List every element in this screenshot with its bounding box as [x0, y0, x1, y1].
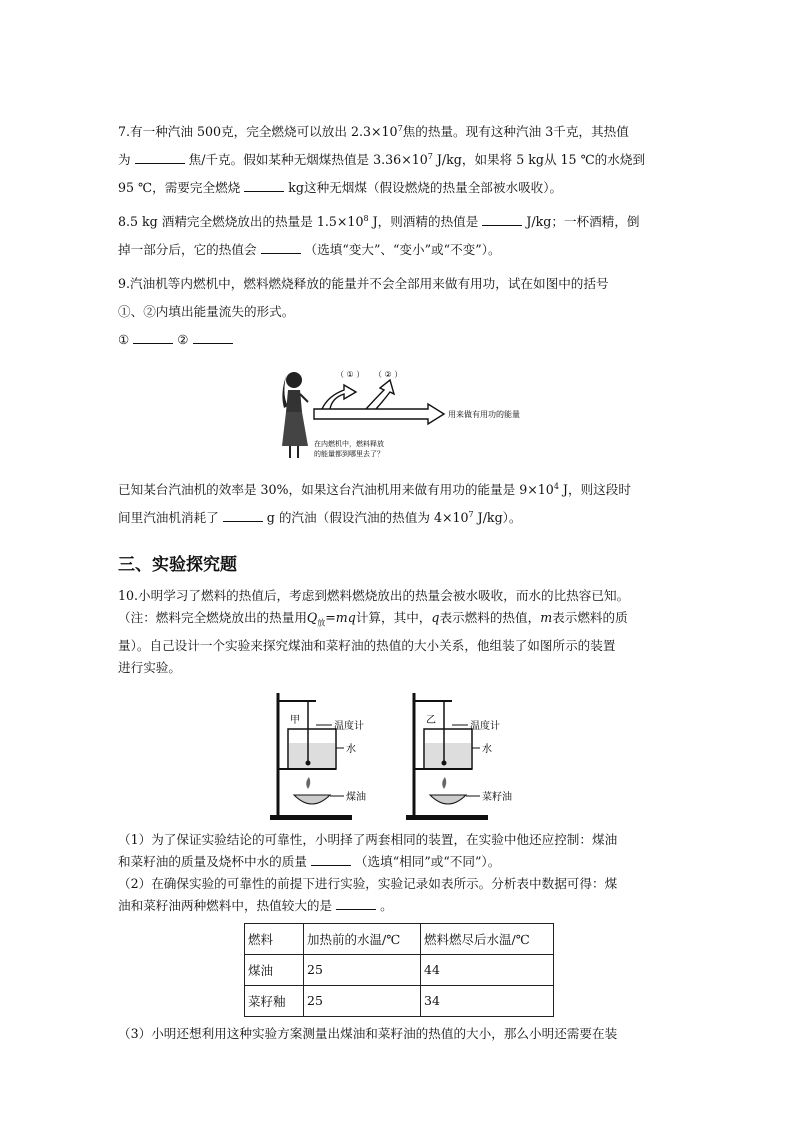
right-thermometer-label: 温度计: [470, 720, 500, 732]
q10-line-1: 10.小明学习了燃料的热值后，考虑到燃料燃烧放出的热量会被水吸收，而水的比热容已知。: [118, 588, 630, 603]
q8-blank-1[interactable]: [482, 213, 522, 226]
table-header-cell: 燃料: [245, 923, 304, 954]
table-row: [245, 954, 554, 985]
q9-follow-line-2: 间里汽油机消耗了 g 的汽油（假设汽油的热值为 $4\times 10^7$ J/kg）。: [118, 509, 522, 525]
q8-line-2: 掉一部分后，它的热值会 （选填“变大”、“变小”或“不变”）。: [118, 242, 501, 257]
q7-blank-2[interactable]: [244, 179, 284, 192]
right-water-label: 水: [482, 743, 492, 755]
left-fuel-label: 煤油: [346, 791, 366, 803]
figure-useful-label: 用来做有用功的能量: [448, 410, 520, 419]
q9-blank-2[interactable]: [193, 331, 233, 344]
figure-caption-2: 的能量都到哪里去了？: [314, 450, 384, 458]
q7-line-1: 7.有一种汽油 500克，完全燃烧可以放出 $2.3\times 10^7$焦的热量。现有这种汽油 3千克，其热值: [118, 123, 629, 139]
q9-line-2: ①、②内填出能量流失的形式。: [118, 304, 295, 319]
table-cell: 25: [304, 954, 421, 985]
worksheet-page: [118, 118, 678, 1045]
loss-arrow-2: [366, 380, 394, 409]
table-cell: 34: [421, 985, 554, 1016]
q10-sub2-line-2: 油和菜籽油两种燃料中，热值较大的是 。: [118, 897, 393, 913]
right-tag: 乙: [426, 714, 436, 726]
energy-flow-figure: [278, 366, 548, 466]
table-cell: 44: [421, 954, 554, 985]
q7-line-2: 为 焦/千克。假如某种无烟煤热值是 $3.36\times 10^7$ J/kg，如果将 5 kg从 15 ℃的水烧到: [118, 151, 646, 167]
q10-sub2-line-1: （2）在确保实验的可靠性的前提下进行实验，实验记录如表所示。分析表中数据可得：煤: [118, 875, 618, 891]
q10-blank-2[interactable]: [336, 897, 376, 910]
figure-caption-1: 在内燃机中，燃料释放: [314, 440, 384, 448]
q10-sub1-line-2: 和菜籽油的质量及烧杯中水的质量 （选填“相同”或“不同”）。: [118, 853, 501, 869]
q10-line-4: 进行实验。: [118, 659, 181, 675]
useful-energy-arrow: [314, 404, 444, 424]
apparatus-right: [406, 693, 512, 820]
right-fuel-label: 菜籽油: [482, 791, 512, 803]
apparatus-figure: [268, 691, 568, 823]
girl-figure: [282, 372, 308, 458]
figure-label-1: （ ① ）: [336, 370, 365, 379]
section-title: 三、实验探究题: [118, 555, 237, 575]
q8-line-1: 8.5 kg 酒精完全燃烧放出的热量是 $1.5\times 10^8$ J，则酒精的热值是 J/kg；一杯酒精，倒: [118, 213, 640, 229]
q9-answers: ① ②: [118, 326, 678, 354]
table-cell: 25: [304, 985, 421, 1016]
left-thermometer-label: 温度计: [334, 720, 364, 732]
q10-blank-1[interactable]: [311, 853, 351, 866]
left-tag: 甲: [290, 714, 300, 726]
q7-blank-1[interactable]: [135, 151, 185, 164]
figure-label-2: （ ② ）: [374, 370, 403, 379]
left-water-label: 水: [346, 743, 356, 755]
results-table: [244, 923, 554, 1017]
table-header-cell: 加热前的水温/℃: [304, 923, 421, 954]
q9-line-1: 9.汽油机等内燃机中，燃料燃烧释放的能量并不会全部用来做有用功，试在如图中的括号: [118, 276, 609, 291]
table-cell: 菜籽釉: [245, 985, 304, 1016]
q9-follow-line-1: 已知某台汽油机的效率是 30%，如果这台汽油机用来做有用功的能量是 $9\times 10^4$ J，则这段时: [118, 481, 631, 497]
q8-blank-2[interactable]: [261, 241, 301, 254]
q10-line-3: 量）。自己设计一个实验来探究煤油和菜籽油的热值的大小关系，他组装了如图所示的装置: [118, 637, 616, 653]
table-header-cell: 燃料燃尽后水温/℃: [421, 923, 554, 954]
q9-blank-3[interactable]: [223, 509, 263, 522]
q10-sub1-line-1: （1）为了保证实验结论的可靠性，小明择了两套相同的装置，在实验中他还应控制：煤油: [118, 831, 618, 847]
q10-line-2: （注：燃料完全燃烧放出的热量用$Q_放=mq$计算，其中，q表示燃料的热值，m表示燃料的质: [118, 610, 628, 628]
q7-line-3: 95 ℃，需要完全燃烧 kg这种无烟煤（假设燃烧的热量全部被水吸收）。: [118, 180, 563, 195]
q10-sub3-line-1: （3）小明还想利用这种实验方案测量出煤油和菜籽油的热值的大小，那么小明还需要在装: [118, 1025, 618, 1041]
table-cell: 煤油: [245, 954, 304, 985]
table-header-row: [245, 923, 554, 954]
loss-arrow-1: [322, 385, 356, 409]
apparatus-left: [270, 693, 366, 820]
q9-blank-1[interactable]: [133, 331, 173, 344]
table-row: [245, 985, 554, 1016]
